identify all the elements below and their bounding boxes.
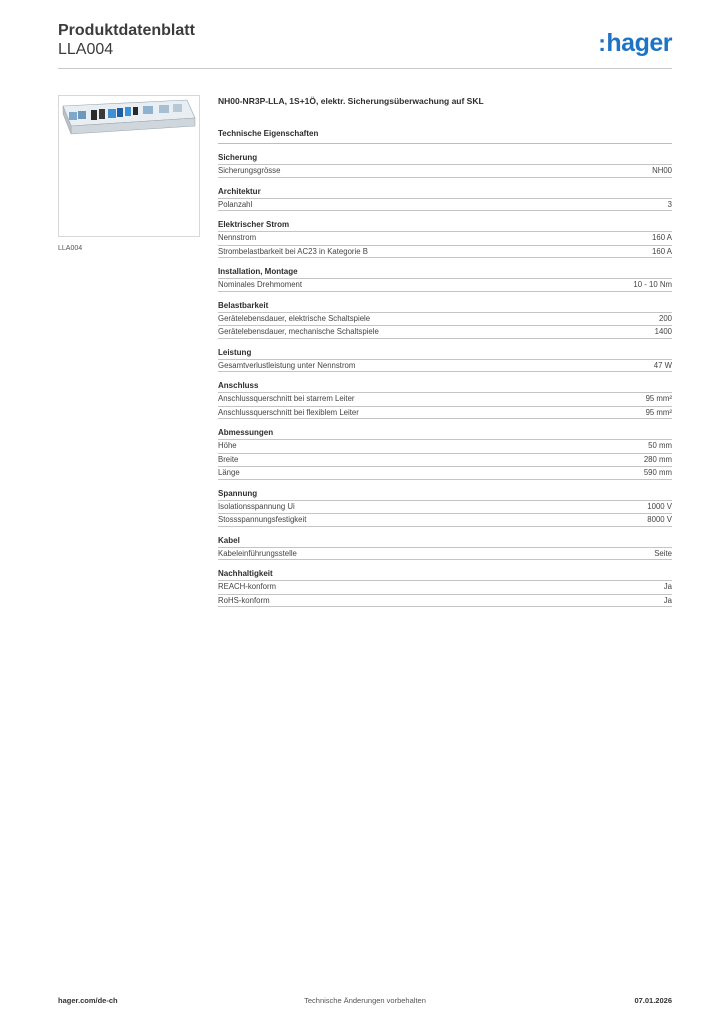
spec-value: 280 mm bbox=[643, 454, 672, 464]
spec-row bbox=[218, 594, 672, 608]
spec-value: 10 - 10 Nm bbox=[633, 280, 672, 289]
spec-label: Nennstrom bbox=[218, 233, 257, 242]
spec-value: NH00 bbox=[652, 166, 672, 175]
spec-value: 95 mm² bbox=[645, 394, 672, 403]
spec-label: Anschlussquerschnitt bei starrem Leiter bbox=[218, 394, 355, 403]
spec-label: Breite bbox=[218, 454, 239, 464]
spec-label: Anschlussquerschnitt bei flexiblem Leiter bbox=[218, 407, 359, 417]
section-title: Nachhaltigkeit bbox=[218, 569, 273, 578]
spec-label: Isolationsspannung Ui bbox=[218, 501, 295, 511]
spec-section bbox=[218, 426, 672, 480]
spec-value: 160 A bbox=[652, 246, 672, 256]
spec-row bbox=[218, 580, 672, 594]
spec-label: Höhe bbox=[218, 441, 237, 450]
spec-label: RoHS-konform bbox=[218, 595, 270, 605]
section-title: Anschluss bbox=[218, 381, 259, 390]
footer-disclaimer: Technische Änderungen vorbehalten bbox=[304, 996, 426, 1005]
spec-section bbox=[218, 299, 672, 339]
spec-label: REACH-konform bbox=[218, 582, 277, 591]
spec-row bbox=[218, 453, 672, 467]
spec-content bbox=[218, 96, 672, 607]
spec-row bbox=[218, 325, 672, 339]
spec-section bbox=[218, 534, 672, 561]
spec-row bbox=[218, 439, 672, 453]
product-title: NH00-NR3P-LLA, 1S+1Ö, elektr. Sicherungsüberwachung auf SKL bbox=[218, 96, 484, 106]
spec-value: 160 A bbox=[652, 233, 672, 242]
spec-row bbox=[218, 245, 672, 259]
spec-value: 47 W bbox=[653, 360, 672, 370]
spec-label: Nominales Drehmoment bbox=[218, 280, 303, 289]
spec-section bbox=[218, 487, 672, 527]
section-title: Spannung bbox=[218, 488, 258, 498]
spec-row bbox=[218, 231, 672, 245]
spec-label: Strombelastbarkeit bei AC23 in Kategorie B bbox=[218, 246, 368, 256]
spec-label: Gerätelebensdauer, elektrische Schaltspiele bbox=[218, 313, 371, 323]
section-title: Belastbarkeit bbox=[218, 300, 269, 310]
spec-value: Ja bbox=[663, 595, 672, 605]
section-title: Leistung bbox=[218, 347, 252, 357]
header-divider bbox=[58, 68, 672, 69]
section-title: Installation, Montage bbox=[218, 267, 298, 276]
spec-section bbox=[218, 218, 672, 258]
product-image bbox=[58, 95, 200, 237]
spec-label: Stossspannungsfestigkeit bbox=[218, 515, 307, 524]
spec-row bbox=[218, 312, 672, 326]
section-title: Elektrischer Strom bbox=[218, 220, 290, 229]
spec-row bbox=[218, 392, 672, 406]
spec-label: Gesamtverlustleistung unter Nennstrom bbox=[218, 360, 356, 370]
spec-value: 3 bbox=[667, 199, 672, 209]
technical-properties-heading: Technische Eigenschaften bbox=[218, 129, 672, 144]
spec-value: Seite bbox=[654, 548, 672, 558]
product-code: LLA004 bbox=[58, 41, 114, 58]
footer-date: 07.01.2026 bbox=[634, 996, 672, 1005]
page-header bbox=[58, 21, 672, 69]
spec-section bbox=[218, 379, 672, 419]
spec-row bbox=[218, 359, 672, 373]
spec-value: 200 bbox=[658, 313, 672, 323]
spec-value: 590 mm bbox=[643, 468, 672, 477]
section-title: Kabel bbox=[218, 535, 240, 545]
spec-sections bbox=[218, 151, 672, 607]
footer-website: hager.com/de-ch bbox=[58, 996, 118, 1005]
section-title: Abmessungen bbox=[218, 428, 274, 437]
spec-row bbox=[218, 278, 672, 292]
spec-label: Kabeleinführungsstelle bbox=[218, 548, 297, 558]
hager-logo bbox=[598, 29, 672, 57]
spec-row bbox=[218, 198, 672, 212]
spec-row bbox=[218, 406, 672, 420]
spec-value: 95 mm² bbox=[645, 407, 672, 417]
spec-value: 1000 V bbox=[647, 501, 672, 511]
spec-row bbox=[218, 513, 672, 527]
spec-section bbox=[218, 151, 672, 178]
spec-section bbox=[218, 265, 672, 292]
spec-label: Sicherungsgrösse bbox=[218, 166, 281, 175]
logo-colon: : bbox=[598, 30, 606, 56]
section-title: Architektur bbox=[218, 186, 261, 196]
spec-value: 50 mm bbox=[648, 441, 672, 450]
spec-section bbox=[218, 567, 672, 607]
spec-value: Ja bbox=[663, 582, 672, 591]
document-title: Produktdatenblatt bbox=[58, 22, 195, 39]
spec-row bbox=[218, 466, 672, 480]
spec-label: Polanzahl bbox=[218, 199, 253, 209]
spec-row bbox=[218, 164, 672, 178]
section-title: Sicherung bbox=[218, 153, 258, 162]
spec-value: 1400 bbox=[654, 327, 672, 336]
spec-row bbox=[218, 547, 672, 561]
logo-wordmark: hager bbox=[606, 29, 672, 57]
spec-label: Länge bbox=[218, 468, 240, 477]
spec-value: 8000 V bbox=[647, 515, 672, 524]
spec-section bbox=[218, 346, 672, 373]
spec-section bbox=[218, 185, 672, 212]
spec-label: Gerätelebensdauer, mechanische Schaltspiele bbox=[218, 327, 379, 336]
spec-row bbox=[218, 500, 672, 514]
image-caption: LLA004 bbox=[58, 245, 83, 252]
product-illustration bbox=[59, 96, 199, 236]
